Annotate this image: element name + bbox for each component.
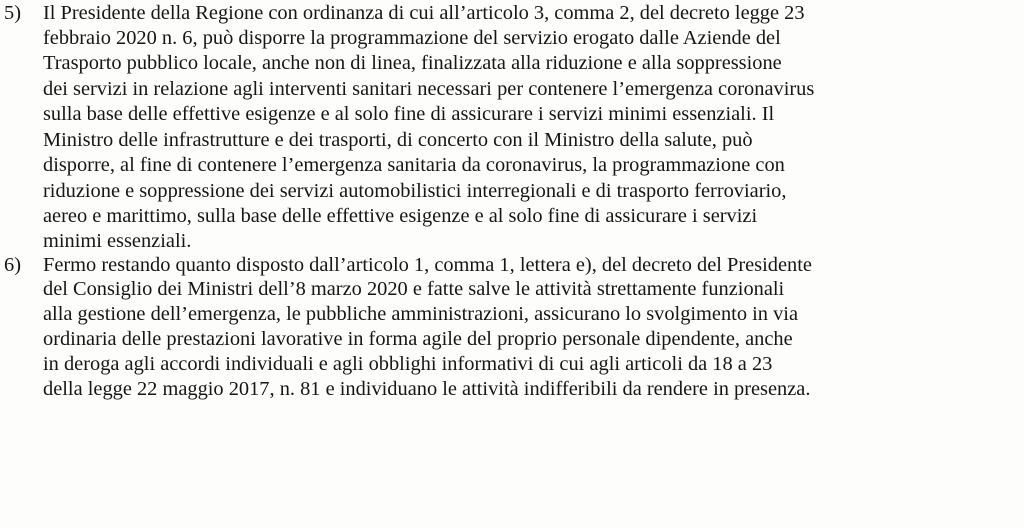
item-line: minimi essenziali. <box>43 230 192 252</box>
item-line: del Consiglio dei Ministri dell’8 marzo 2020 e fatte salve le attività strettamente funzionali <box>43 278 785 300</box>
item-line: sulla base delle effettive esigenze e al solo fine di assicurare i servizi minimi essenziali. Il <box>43 103 775 125</box>
item-line: ordinaria delle prestazioni lavorative in forma agile del proprio personale dipendente, anche <box>43 328 793 350</box>
item-line: febbraio 2020 n. 6, può disporre la programmazione del servizio erogato dalle Aziende del <box>43 27 781 49</box>
item-line: della legge 22 maggio 2017, n. 81 e individuano le attività indifferibili da rendere in presenza. <box>43 378 811 400</box>
item-line: Ministro delle infrastrutture e dei trasporti, di concerto con il Ministro della salute, può <box>43 129 753 151</box>
item-number: 6) <box>4 254 21 276</box>
item-line: disporre, al fine di contenere l’emergenza sanitaria da coronavirus, la programmazione con <box>43 154 785 176</box>
item-line: in deroga agli accordi individuali e agli obblighi informativi di cui agli articoli da 18 a 23 <box>43 353 773 375</box>
item-line: alla gestione dell’emergenza, le pubbliche amministrazioni, assicurano lo svolgimento in via <box>43 303 798 325</box>
item-line: Fermo restando quanto disposto dall’articolo 1, comma 1, lettera e), del decreto del Presidente <box>43 254 812 276</box>
item-number: 5) <box>4 2 21 24</box>
item-line: riduzione e soppressione dei servizi automobilistici interregionali e di trasporto ferroviario, <box>43 180 787 202</box>
item-line: Il Presidente della Regione con ordinanza di cui all’articolo 3, comma 2, del decreto legge 23 <box>43 2 805 24</box>
item-line: aereo e marittimo, sulla base delle effettive esigenze e al solo fine di assicurare i servizi <box>43 205 758 227</box>
item-line: dei servizi in relazione agli interventi sanitari necessari per contenere l’emergenza coronavirus <box>43 78 815 100</box>
item-line: Trasporto pubblico locale, anche non di linea, finalizzata alla riduzione e alla soppressione <box>43 52 782 74</box>
